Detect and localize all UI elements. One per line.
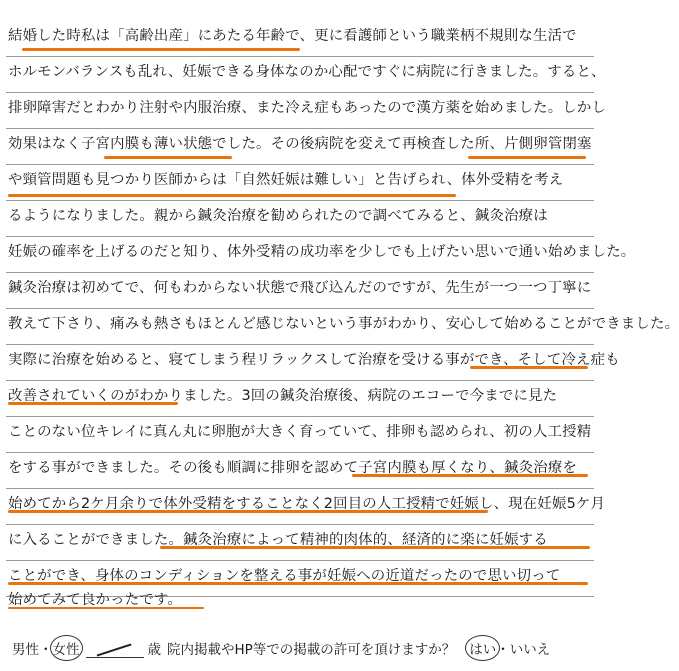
ruled-line <box>6 92 594 93</box>
permission-question: 院内掲載やHP等での掲載の許可を頂けますか？ <box>167 642 456 658</box>
highlight-underline <box>8 194 456 197</box>
highlight-underline <box>468 156 586 159</box>
age-unit-label: 歳 <box>147 642 161 658</box>
testimonial-line: に入ることができました。鍼灸治療によって精神的肉体的、経済的に楽に妊娠する <box>8 532 548 548</box>
age-strike-mark <box>96 643 131 656</box>
ruled-line <box>6 416 594 417</box>
ruled-line <box>6 164 594 165</box>
testimonial-line: 妊娠の確率を上げるのだと知り、体外受精の成功率を少しでも上げたい思いで通い始めました。 <box>8 244 636 260</box>
ruled-line <box>6 452 594 453</box>
highlight-underline <box>22 48 300 51</box>
gender-male[interactable]: 男性 <box>12 642 39 658</box>
testimonial-line: るようになりました。親から鍼灸治療を勧められたので調べてみると、鍼灸治療は <box>8 208 548 224</box>
testimonial-line: 結婚した時私は「高齢出産」にあたる年齢で、更に看護師という職業柄不規則な生活で <box>8 28 577 44</box>
footer-row <box>12 638 550 658</box>
testimonial-line: 教えて下さり、痛みも熱さもほとんど感じないという事がわかり、安心して始めることができました。 <box>8 316 679 332</box>
testimonial-line: ことができ、身体のコンディションを整える事が妊娠への近道だったので思い切って <box>8 568 561 584</box>
ruled-line <box>6 272 594 273</box>
testimonial-line: をする事ができました。その後も順調に排卵を認めて子宮内膜も厚くなり、鍼灸治療を <box>8 460 578 476</box>
gender-options <box>12 638 80 658</box>
ruled-line <box>6 56 594 57</box>
gender-separator: ・ <box>39 642 53 658</box>
ruled-line <box>6 560 594 561</box>
ruled-line <box>6 344 594 345</box>
testimonial-line: 効果はなく子宮内膜も薄い状態でした。その後病院を変えて再検査した所、片側卵管閉塞 <box>8 136 592 152</box>
ruled-line <box>6 524 594 525</box>
testimonial-line: 実際に治療を始めると、寝てしまう程リラックスして治療を受ける事ができ、そして冷え症も <box>8 352 620 368</box>
ruled-line <box>6 236 594 237</box>
ruled-line <box>6 128 594 129</box>
testimonial-line: 始めてから2ケ月余りで体外受精をすることなく2回目の人工授精で妊娠し、現在妊娠5ケ月 <box>8 496 606 512</box>
testimonial-line: 始めてみて良かったです。 <box>8 592 182 608</box>
testimonial-line: ホルモンバランスも乱れ、妊娠できる身体なのか心配ですぐに病院に行きました。すると、 <box>8 64 606 80</box>
answer-no[interactable]: いいえ <box>509 642 551 658</box>
ruled-line <box>6 488 594 489</box>
testimonial-line: 改善されていくのがわかりました。3回の鍼灸治療後、病院のエコーで今までに見た <box>8 388 558 404</box>
highlight-underline <box>104 156 232 159</box>
gender-female-selected[interactable]: 女性 <box>53 638 80 658</box>
testimonial-line: や頸管問題も見つかり医師からは「自然妊娠は難しい」と告げられ、体外受精を考え <box>8 172 564 188</box>
age-field[interactable] <box>86 639 144 658</box>
answer-separator: ・ <box>496 642 510 658</box>
ruled-line <box>6 380 594 381</box>
testimonial-line: ことのない位キレイに真ん丸に卵胞が大きく育っていて、排卵も認められ、初の人工授精 <box>8 424 592 440</box>
permission-footer <box>0 626 600 671</box>
answer-yes-selected[interactable]: はい <box>469 638 496 658</box>
testimonial-line: 鍼灸治療は初めてで、何もわからない状態で飛び込んだのですが、先生が一つ一つ丁寧に <box>8 280 592 296</box>
ruled-line <box>6 200 594 201</box>
permission-answers <box>469 638 550 658</box>
ruled-line <box>6 308 594 309</box>
testimonial-line: 排卵障害だとわかり注射や内服治療、また冷え症もあったので漢方薬を始めました。しかし <box>8 100 607 116</box>
